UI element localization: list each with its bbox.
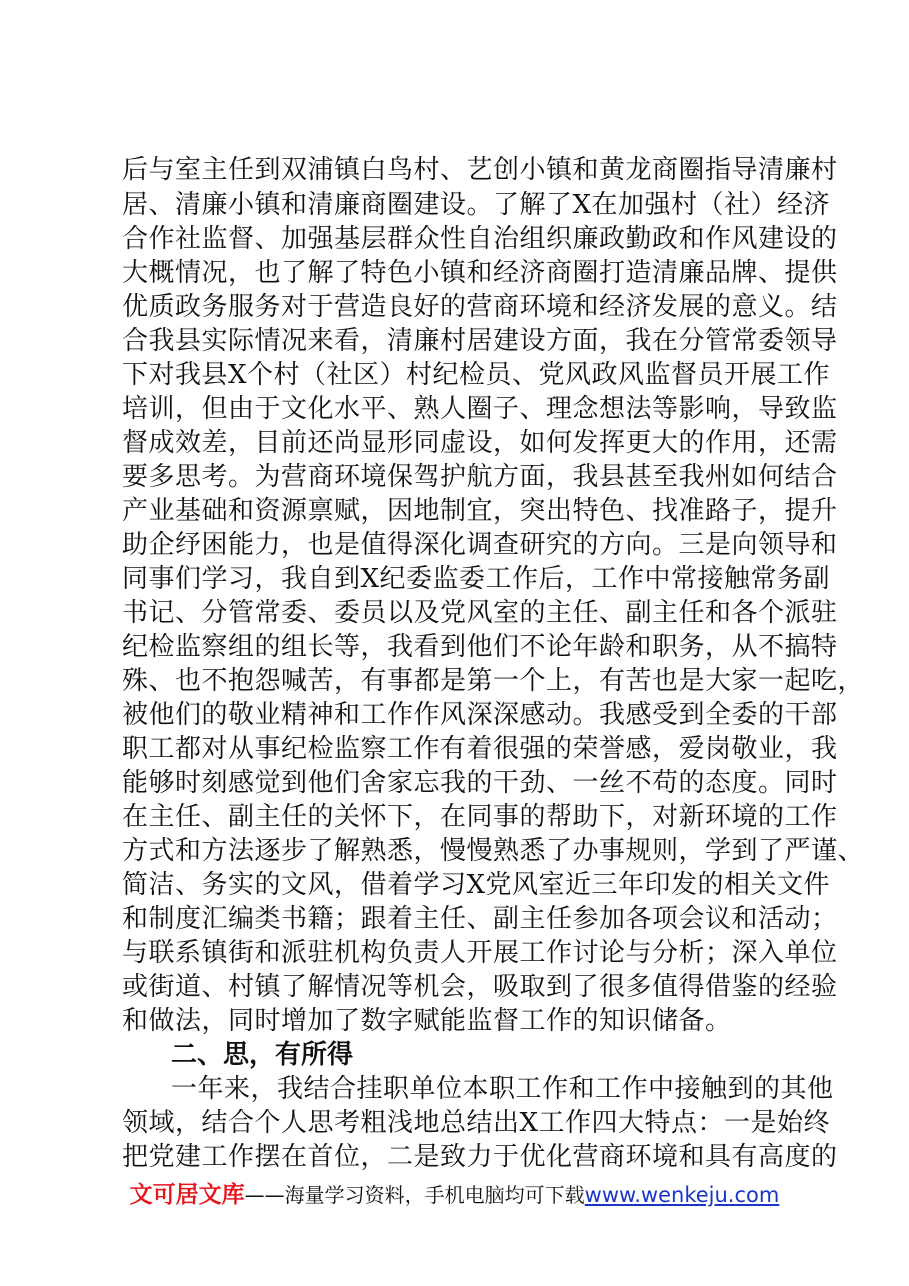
- section-heading: 二、思，有所得: [171, 1040, 354, 1070]
- body-line: 与联系镇街和派驻机构负责人开展工作讨论与分析；深入单位: [122, 938, 838, 968]
- body-line: 合我县实际情况来看，清廉村居建设方面，我在分管常委领导: [122, 326, 838, 356]
- body-line: 殊、也不抱怨喊苦，有事都是第一个上，有苦也是大家一起吃，: [122, 666, 865, 696]
- body-line: 把党建工作摆在首位，二是致力于优化营商环境和具有高度的: [122, 1142, 838, 1172]
- body-line: 或街道、村镇了解情况等机会，吸取到了很多值得借鉴的经验: [122, 972, 838, 1002]
- body-line: 下对我县X个村（社区）村纪检员、党风政风监督员开展工作: [122, 360, 831, 390]
- body-line: 合作社监督、加强基层群众性自治组织廉政勤政和作风建设的: [122, 224, 838, 254]
- footer-description: ——海量学习资料，手机电脑均可下载: [244, 1183, 585, 1207]
- body-line: 优质政务服务对于营造良好的营商环境和经济发展的意义。结: [122, 292, 838, 322]
- body-line: 在主任、副主任的关怀下，在同事的帮助下，对新环境的工作: [122, 802, 838, 832]
- body-line: 培训，但由于文化水平、熟人圈子、理念想法等影响，导致监: [122, 394, 838, 424]
- footer-banner: [0, 1181, 909, 1209]
- body-line: 领域，结合个人思考粗浅地总结出X工作四大特点：一是始终: [122, 1108, 831, 1138]
- body-line: 后与室主任到双浦镇白鸟村、艺创小镇和黄龙商圈指导清廉村: [122, 155, 838, 185]
- body-line: 督成效差，目前还尚显形同虚设，如何发挥更大的作用，还需: [122, 428, 838, 458]
- body-line: 居、清廉小镇和清廉商圈建设。了解了X在加强村（社）经济: [122, 190, 831, 220]
- body-line: 要多思考。为营商环境保驾护航方面，我县甚至我州如何结合: [122, 462, 838, 492]
- footer-brand: 文可居文库: [129, 1182, 245, 1208]
- body-line: 同事们学习，我自到X纪委监委工作后，工作中常接触常务副: [122, 564, 831, 594]
- body-line: 纪检监察组的组长等，我看到他们不论年龄和职务，从不搞特: [122, 632, 838, 662]
- body-line: 简洁、务实的文风，借着学习X党风室近三年印发的相关文件: [122, 870, 831, 900]
- footer-link[interactable]: www.wenkeju.com: [584, 1183, 780, 1207]
- body-line: 能够时刻感觉到他们舍家忘我的干劲、一丝不苟的态度。同时: [122, 768, 838, 798]
- body-line: 职工都对从事纪检监察工作有着很强的荣誉感，爱岗敬业，我: [122, 734, 838, 764]
- body-line: 大概情况，也了解了特色小镇和经济商圈打造清廉品牌、提供: [122, 258, 838, 288]
- body-line: 一年来，我结合挂职单位本职工作和工作中接触到的其他: [171, 1074, 834, 1104]
- body-line: 助企纾困能力，也是值得深化调查研究的方向。三是向领导和: [122, 530, 838, 560]
- body-line: 产业基础和资源禀赋，因地制宜，突出特色、找准路子，提升: [122, 496, 838, 526]
- body-line: 和制度汇编类书籍；跟着主任、副主任参加各项会议和活动；: [122, 904, 838, 934]
- body-line: 被他们的敬业精神和工作作风深深感动。我感受到全委的干部: [122, 700, 838, 730]
- body-line: 和做法，同时增加了数字赋能监督工作的知识储备。: [122, 1006, 732, 1036]
- body-line: 方式和方法逐步了解熟悉，慢慢熟悉了办事规则，学到了严谨、: [122, 836, 865, 866]
- body-line: 书记、分管常委、委员以及党风室的主任、副主任和各个派驻: [122, 598, 838, 628]
